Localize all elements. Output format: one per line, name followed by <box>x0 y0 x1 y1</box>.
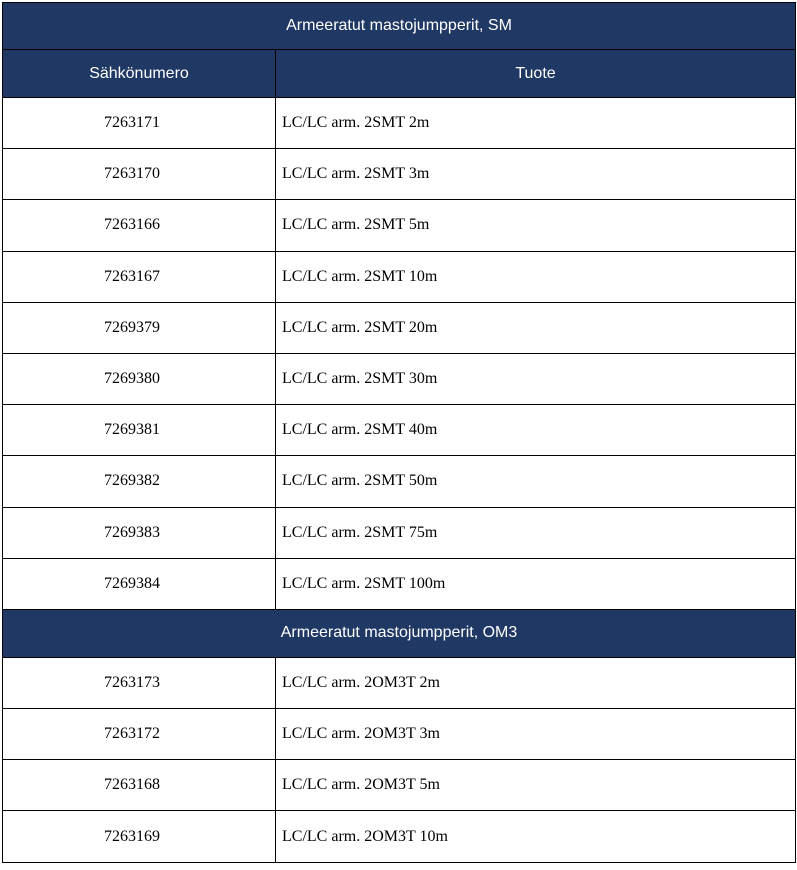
product-name: LC/LC arm. 2OM3T 10m <box>276 811 796 862</box>
product-number: 7263168 <box>3 760 276 811</box>
table-row <box>3 149 796 200</box>
table-row <box>3 507 796 558</box>
product-name: LC/LC arm. 2SMT 5m <box>276 200 796 251</box>
table-row <box>3 811 796 862</box>
product-number: 7269381 <box>3 405 276 456</box>
product-name: LC/LC arm. 2SMT 50m <box>276 456 796 507</box>
product-number: 7263169 <box>3 811 276 862</box>
table-row <box>3 353 796 404</box>
product-name: LC/LC arm. 2SMT 30m <box>276 353 796 404</box>
product-number: 7263171 <box>3 98 276 149</box>
table-row <box>3 456 796 507</box>
product-number: 7263173 <box>3 657 276 708</box>
product-number: 7269379 <box>3 302 276 353</box>
section-header-om3 <box>3 609 796 657</box>
product-name: LC/LC arm. 2SMT 10m <box>276 251 796 302</box>
product-name: LC/LC arm. 2OM3T 5m <box>276 760 796 811</box>
product-table <box>2 2 796 863</box>
product-name: LC/LC arm. 2SMT 2m <box>276 98 796 149</box>
column-header-product: Tuote <box>276 50 796 98</box>
product-name: LC/LC arm. 2SMT 3m <box>276 149 796 200</box>
table-row <box>3 709 796 760</box>
product-number: 7269382 <box>3 456 276 507</box>
product-number: 7269384 <box>3 558 276 609</box>
section-title: Armeeratut mastojumpperit, OM3 <box>3 609 796 657</box>
product-number: 7263172 <box>3 709 276 760</box>
product-number: 7263166 <box>3 200 276 251</box>
table-row <box>3 98 796 149</box>
table-row <box>3 251 796 302</box>
column-header-row <box>3 50 796 98</box>
table-row <box>3 302 796 353</box>
table-row <box>3 200 796 251</box>
product-number: 7269383 <box>3 507 276 558</box>
section-title: Armeeratut mastojumpperit, SM <box>3 3 796 50</box>
table-row <box>3 405 796 456</box>
column-header-number: Sähkönumero <box>3 50 276 98</box>
product-name: LC/LC arm. 2SMT 100m <box>276 558 796 609</box>
product-name: LC/LC arm. 2SMT 20m <box>276 302 796 353</box>
product-number: 7263170 <box>3 149 276 200</box>
table-row <box>3 657 796 708</box>
product-number: 7263167 <box>3 251 276 302</box>
section-header-sm <box>3 3 796 50</box>
product-name: LC/LC arm. 2OM3T 2m <box>276 657 796 708</box>
product-name: LC/LC arm. 2OM3T 3m <box>276 709 796 760</box>
product-name: LC/LC arm. 2SMT 75m <box>276 507 796 558</box>
table-row <box>3 558 796 609</box>
product-number: 7269380 <box>3 353 276 404</box>
table-row <box>3 760 796 811</box>
product-name: LC/LC arm. 2SMT 40m <box>276 405 796 456</box>
